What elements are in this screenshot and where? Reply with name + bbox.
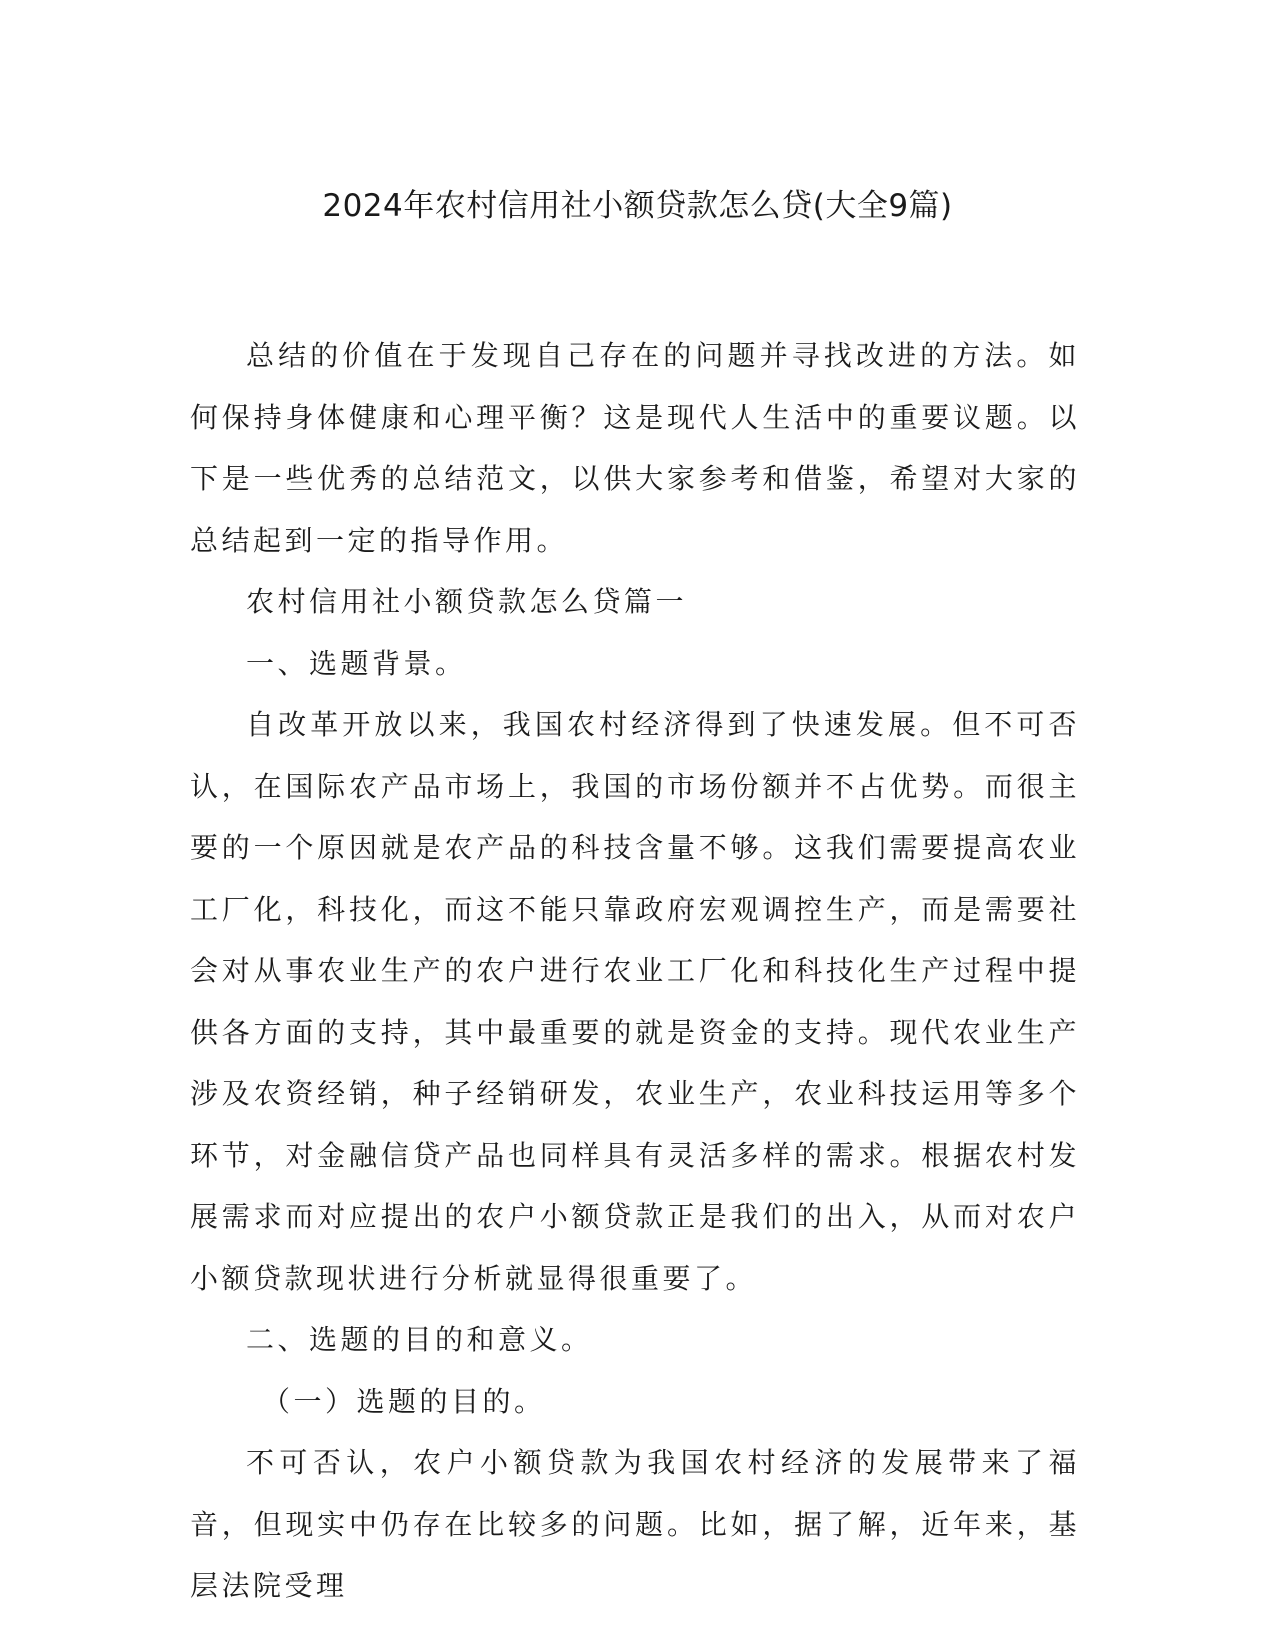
intro-paragraph: 总结的价值在于发现自己存在的问题并寻找改进的方法。如何保持身体健康和心理平衡？这是现代人生活中的重要议题。以下是一些优秀的总结范文，以供大家参考和借鉴，希望对大家的总结起到一定的指导作用。 bbox=[190, 339, 1080, 557]
body-paragraph: 不可否认，农户小额贷款为我国农村经济的发展带来了福音，但现实中仍存在比较多的问题。比如，据了解，近年来，基层法院受理 bbox=[190, 1446, 1080, 1602]
document-body bbox=[190, 325, 1080, 1617]
subsection-heading: （一）选题的目的。 bbox=[262, 1384, 546, 1418]
subsection-heading: 二、选题的目的和意义。 bbox=[246, 1323, 593, 1356]
document-title: 2024年农村信用社小额贷款怎么贷(大全9篇) bbox=[322, 188, 953, 224]
subsection-heading: 一、选题背景。 bbox=[246, 646, 467, 680]
section-heading: 农村信用社小额贷款怎么贷篇一 bbox=[246, 585, 688, 618]
body-paragraph: 自改革开放以来，我国农村经济得到了快速发展。但不可否认，在国际农产品市场上，我国的市场份额并不占优势。而很主要的一个原因就是农产品的科技含量不够。这我们需要提高农业工厂化，科技化，而这不能只靠政府宏观调控生产，而是需要社会对从事农业生产的农户进行农业工厂化和科技化生产过程中提供各方面的支持，其中最重要的就是资金的支持。现代农业生产涉及农资经销，种子经销研发，农业生产，农业科技运用等多个环节，对金融信贷产品也同样具有灵活多样的需求。根据农村发展需求而对应提出的农户小额贷款正是我们的出入，从而对农户小额贷款现状进行分析就显得很重要了。 bbox=[190, 708, 1080, 1295]
